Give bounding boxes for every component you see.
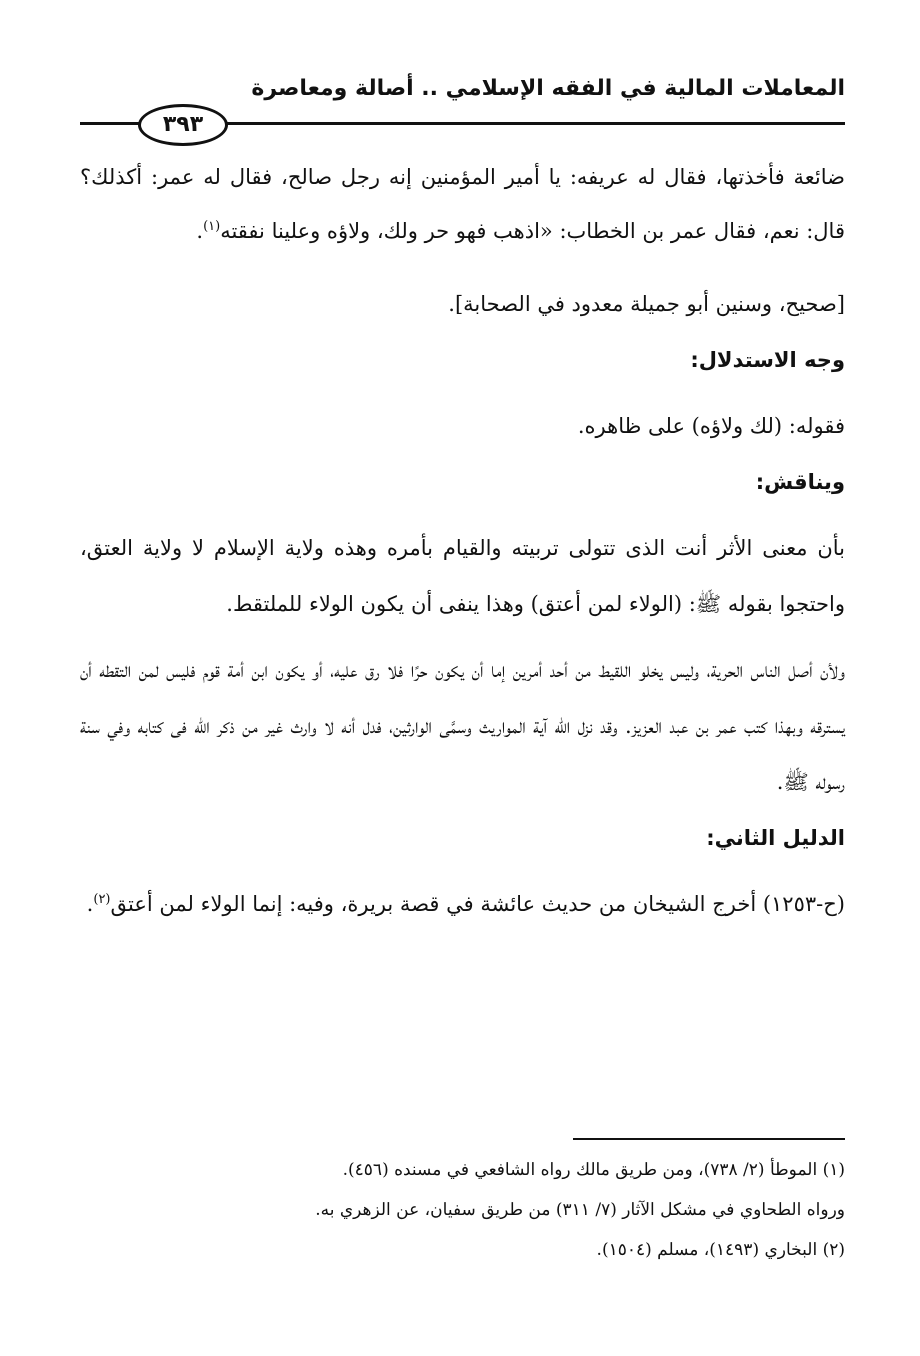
- body-text: [80, 150, 845, 932]
- spacer: [80, 632, 845, 642]
- spacer: [80, 866, 845, 876]
- heading-second-evidence: الدليل الثاني:: [706, 826, 845, 850]
- paragraph-athar: [80, 150, 845, 258]
- footnotes: [80, 1150, 845, 1270]
- paragraph-hadith-text: (ح-١٢٥٣) أخرج الشيخان من حديث عائشة في قصة بريرة، وفيه: إنما الولاء لمن أعتق: [110, 892, 845, 916]
- page-number: ٣٩٣: [138, 104, 228, 146]
- heading-discussion: ويناقش:: [755, 470, 845, 494]
- paragraph-athar-text: ضائعة فأخذتها، فقال له عريفه: يا أمير المؤمنين إنه رجل صالح، فقال له عمر: أكذلك؟ قال: نعم، فقال عمر بن الخطاب: «اذهب فهو حر ولك، ولاؤه وعلينا نفقته: [80, 165, 845, 243]
- running-header-title: المعاملات المالية في الفقه الإسلامي .. أصالة ومعاصرة: [251, 76, 845, 101]
- footnote-ref-1: (١): [203, 219, 221, 234]
- spacer: [80, 510, 845, 520]
- footnote-ref-2: (٢): [93, 892, 111, 907]
- footnote-2: (٢) البخاري (١٤٩٣)، مسلم (١٥٠٤).: [596, 1240, 845, 1260]
- heading-evidence: وجه الاستدلال:: [690, 348, 845, 372]
- paragraph-hadith-end: .: [86, 892, 94, 916]
- grading-note: [صحيح، وسنين أبو جميلة معدود في الصحابة].: [448, 292, 845, 316]
- footnote-1-line-1: (١) الموطأ (٢/ ٧٣٨)، ومن طريق مالك رواه الشافعي في مسنده (٤٥٦).: [342, 1160, 845, 1180]
- paragraph-evidence: فقوله: (لك ولاؤه) على ظاهره.: [577, 414, 845, 438]
- spacer: [80, 388, 845, 398]
- paragraph-athar-end: .: [196, 219, 204, 243]
- paragraph-discussion: بأن معنى الأثر أنت الذى تتولى تربيته والقيام بأمره وهذه ولاية الإسلام لا ولاية العتق، واحتجوا بقوله ﷺ: (الولاء لمن أعتق) وهذا ينفى أن يكون الولاء للملتقط.: [80, 536, 845, 616]
- spacer: [80, 258, 845, 276]
- footnote-1-line-2: ورواه الطحاوي في مشكل الآثار (٧/ ٣١١) من طريق سفيان، عن الزهري به.: [315, 1200, 845, 1220]
- paragraph-hadith: [80, 876, 845, 932]
- footnote-rule: [573, 1138, 845, 1140]
- paragraph-freedom: ولأن أصل الناس الحرية، وليس يخلو اللقيط من أحد أمرين إما أن يكون حرًا فلا رق عليه، أو يكون ابن أمة قوم فليس لمن التقطه أن يسترقه وبهذا كتب عمر بن عبد العزيز. وقد نزل الله آية المواريث وسمَّى الوارثين، فدل أنه لا وارث غير من ذكر الله فى كتابه وفي سنة رسوله ﷺ.: [80, 658, 845, 794]
